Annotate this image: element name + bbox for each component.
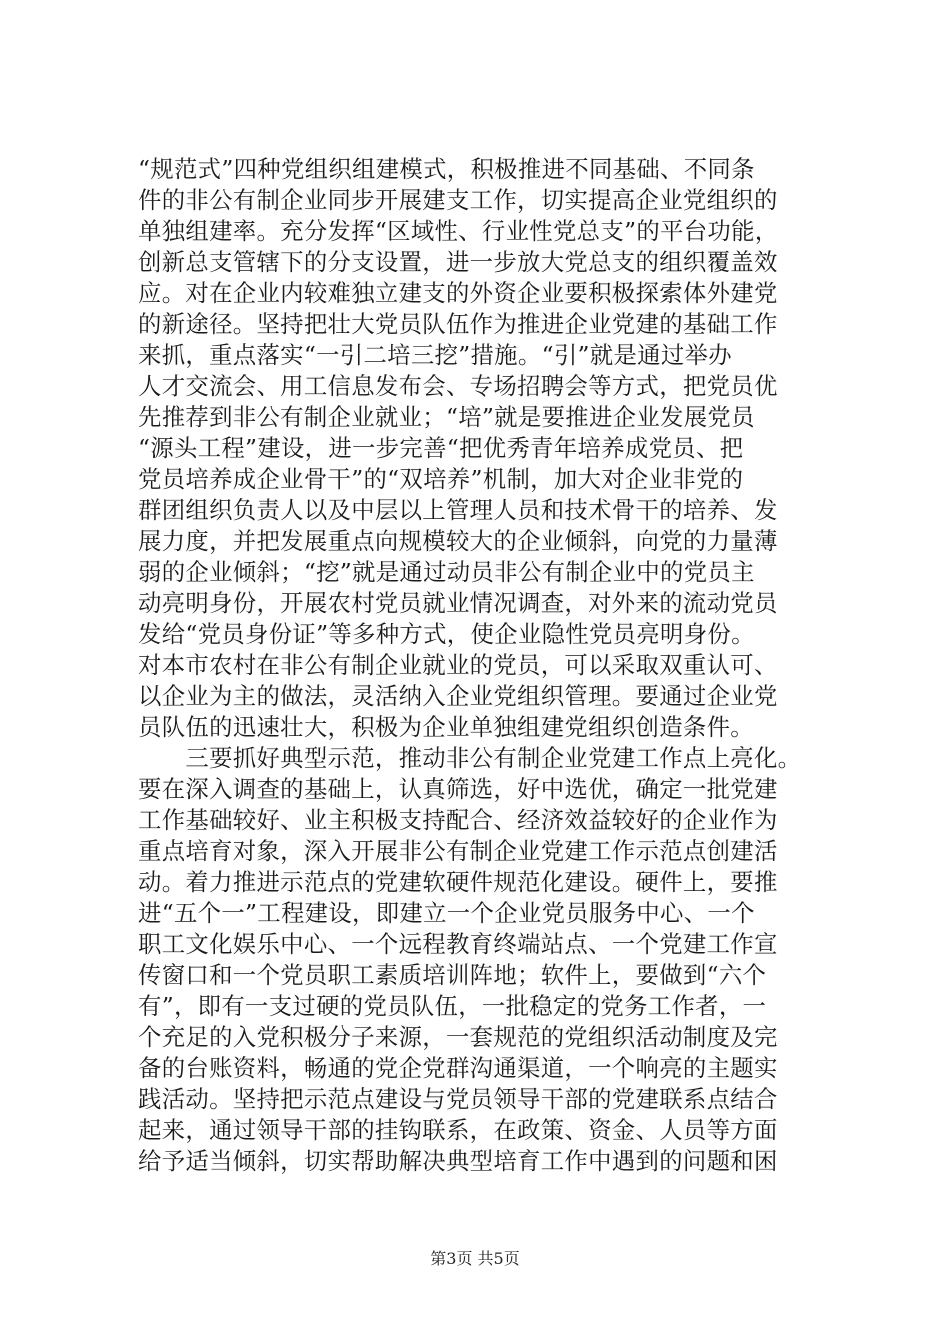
text-line: 先推荐到非公有制企业就业；“培”就是要推进企业发展党员 (138, 403, 755, 431)
text-line: 发给“党员身份证”等多种方式，使企业隐性党员亮明身份。 (138, 620, 755, 648)
text-line: 创新总支管辖下的分支设置，进一步放大党总支的组织覆盖效 (138, 248, 778, 276)
text-line: 三要抓好典型示范，推动非公有制企业党建工作点上亮化。 (138, 744, 802, 772)
text-line: 以企业为主的做法，灵活纳入企业党组织管理。要通过企业党 (138, 682, 778, 710)
text-line: 备的台账资料，畅通的党企党群沟通渠道，一个响亮的主题实 (138, 1054, 778, 1082)
text-line: 党员培养成企业骨干”的“双培养”机制，加大对企业非党的 (138, 465, 744, 493)
text-line: 践活动。坚持把示范点建设与党员领导干部的党建联系点结合 (138, 1085, 778, 1113)
page-footer: 第3页 共5页 (430, 1249, 520, 1268)
text-line: 应。对在企业内较难独立建支的外资企业要积极探索体外建党 (138, 279, 778, 307)
text-line: 给予适当倾斜，切实帮助解决典型培育工作中遇到的问题和困 (138, 1147, 778, 1175)
text-line: 群团组织负责人以及中层以上管理人员和技术骨干的培养、发 (138, 496, 778, 524)
text-line: 有”，即有一支过硬的党员队伍，一批稳定的党务工作者，一 (138, 992, 767, 1020)
text-line: 对本市农村在非公有制企业就业的党员，可以采取双重认可、 (138, 651, 778, 679)
text-line: 人才交流会、用工信息发布会、专场招聘会等方式，把党员优 (138, 372, 778, 400)
text-line: 单独组建率。充分发挥“区域性、行业性党总支”的平台功能， (138, 217, 779, 245)
text-line: 展力度，并把发展重点向规模较大的企业倾斜，向党的力量薄 (138, 527, 778, 555)
text-line: 传窗口和一个党员职工素质培训阵地；软件上，要做到“六个 (138, 961, 767, 989)
text-line: 弱的企业倾斜；“挖”就是通过动员非公有制企业中的党员主 (138, 558, 755, 586)
text-line: 重点培育对象，深入开展非公有制企业党建工作示范点创建活 (138, 837, 778, 865)
text-line: 起来，通过领导干部的挂钩联系，在政策、资金、人员等方面 (138, 1116, 778, 1144)
text-line: 的新途径。坚持把壮大党员队伍作为推进企业党建的基础工作 (138, 310, 778, 338)
text-line: 件的非公有制企业同步开展建支工作，切实提高企业党组织的 (138, 186, 778, 214)
text-line: 进“五个一”工程建设，即建立一个企业党员服务中心、一个 (138, 899, 755, 927)
body-text (138, 154, 838, 1177)
text-line: 来抓，重点落实“一引二培三挖”措施。“引”就是通过举办 (138, 341, 732, 369)
text-line: 个充足的入党积极分子来源，一套规范的党组织活动制度及完 (138, 1023, 778, 1051)
text-line: 职工文化娱乐中心、一个远程教育终端站点、一个党建工作宣 (138, 930, 778, 958)
text-line: 员队伍的迅速壮大，积极为企业单独组建党组织创造条件。 (138, 713, 754, 741)
text-line: 动亮明身份，开展农村党员就业情况调查，对外来的流动党员 (138, 589, 778, 617)
text-line: “源头工程”建设，进一步完善“把优秀青年培养成党员、把 (138, 434, 744, 462)
text-line: “规范式”四种党组织组建模式，积极推进不同基础、不同条 (138, 155, 755, 183)
text-line: 动。着力推进示范点的党建软硬件规范化建设。硬件上，要推 (138, 868, 778, 896)
text-line: 要在深入调查的基础上，认真筛选，好中选优，确定一批党建 (138, 775, 778, 803)
text-line: 工作基础较好、业主积极支持配合、经济效益较好的企业作为 (138, 806, 778, 834)
